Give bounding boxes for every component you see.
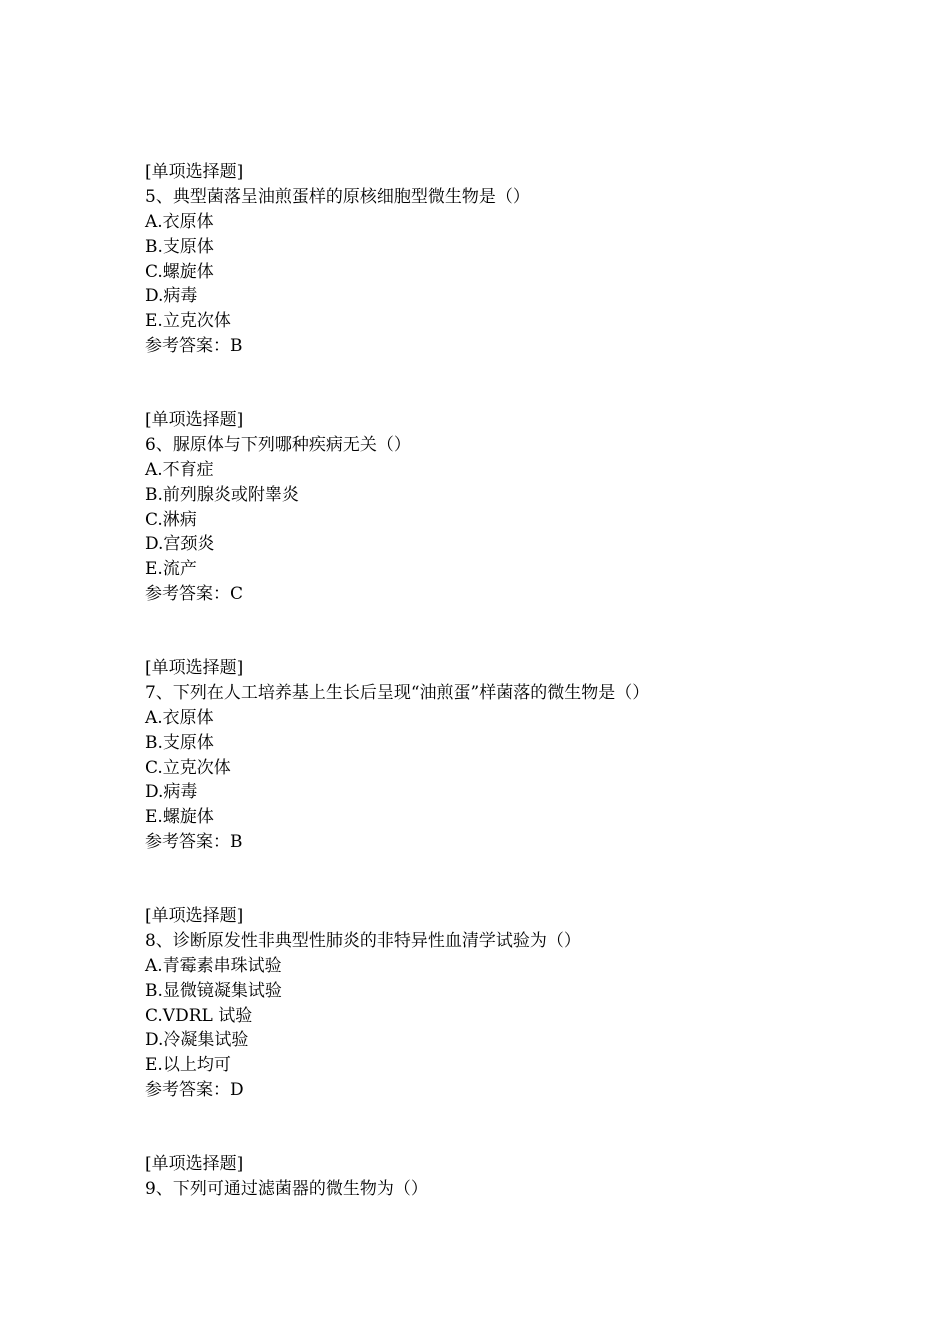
question-stem: 8、诊断原发性非典型性肺炎的非特异性血清学试验为（） [145, 930, 581, 951]
question-type: [单项选择题] [145, 162, 244, 182]
option-a: A.衣原体 [145, 707, 214, 728]
option-c: C.螺旋体 [145, 261, 214, 282]
question-stem: 9、下列可通过滤菌器的微生物为（） [145, 1178, 428, 1199]
question-stem: 6、脲原体与下列哪种疾病无关（） [145, 434, 411, 455]
option-a: A.青霉素串珠试验 [145, 955, 282, 976]
option-c: C.立克次体 [145, 757, 231, 778]
question-type: [单项选择题] [145, 410, 244, 430]
question-stem: 7、下列在人工培养基上生长后呈现“油煎蛋”样菌落的微生物是（） [145, 682, 650, 703]
option-a: A.衣原体 [145, 211, 214, 232]
option-e: E.以上均可 [145, 1055, 231, 1076]
option-e: E.螺旋体 [145, 807, 214, 828]
question-7 [145, 656, 905, 855]
option-e: E.立克次体 [145, 311, 231, 332]
question-9 [145, 1152, 905, 1202]
option-b: B.支原体 [145, 732, 214, 753]
option-b: B.前列腺炎或附睾炎 [145, 484, 299, 505]
option-c: C.淋病 [145, 509, 197, 530]
reference-answer: 参考答案：D [145, 1080, 244, 1101]
reference-answer: 参考答案：C [145, 584, 244, 605]
reference-answer: 参考答案：B [145, 336, 243, 357]
option-d: D.病毒 [145, 286, 198, 307]
option-b: B.支原体 [145, 236, 214, 257]
question-stem: 5、典型菌落呈油煎蛋样的原核细胞型微生物是（） [145, 186, 530, 207]
option-d: D.病毒 [145, 782, 198, 803]
reference-answer: 参考答案：B [145, 832, 243, 853]
question-type: [单项选择题] [145, 1154, 244, 1174]
option-b: B.显微镜凝集试验 [145, 980, 282, 1001]
option-a: A.不育症 [145, 459, 214, 480]
option-d: D.宫颈炎 [145, 534, 215, 555]
question-type: [单项选择题] [145, 906, 244, 926]
question-type: [单项选择题] [145, 658, 244, 678]
option-e: E.流产 [145, 559, 197, 580]
question-6 [145, 408, 905, 607]
option-d: D.冷凝集试验 [145, 1030, 249, 1051]
option-c: C.VDRL 试验 [145, 1005, 253, 1026]
question-8 [145, 904, 905, 1103]
question-5 [145, 160, 905, 359]
